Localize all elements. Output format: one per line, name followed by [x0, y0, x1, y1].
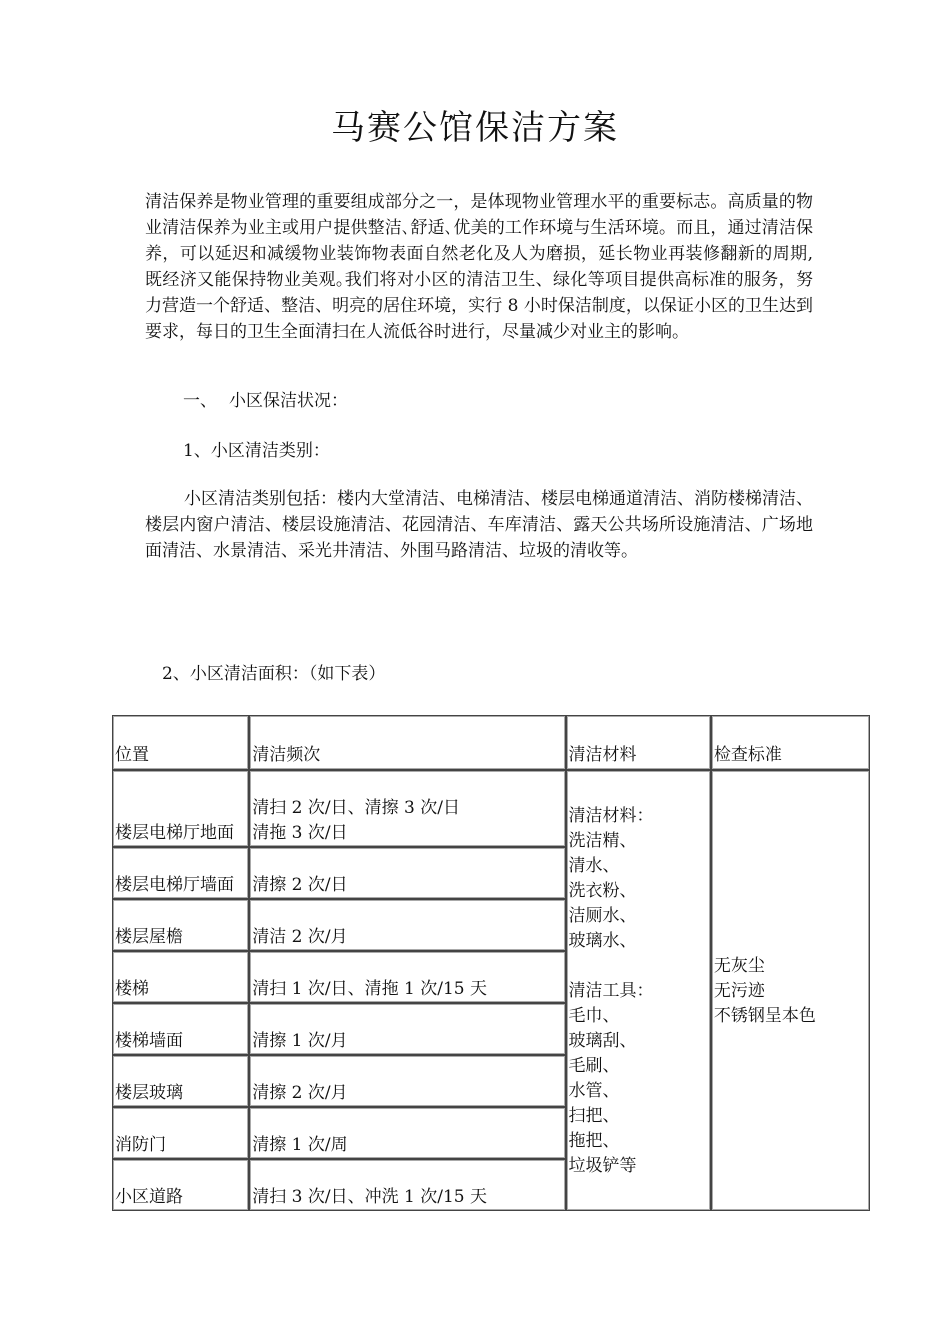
cell-location: 楼层电梯厅地面: [112, 770, 249, 847]
cell-standard: 无灰尘 无污迹 不锈钢呈本色: [711, 770, 870, 1211]
header-materials: 清洁材料: [566, 715, 711, 770]
cell-location: 楼层电梯厅墙面: [112, 847, 249, 899]
cleaning-table: [112, 715, 870, 1211]
table-row: [112, 770, 870, 847]
section-heading-1: [183, 388, 348, 414]
header-standard: 检查标准: [711, 715, 870, 770]
cell-frequency: 清擦 1 次/周: [249, 1107, 565, 1159]
page-title: 马赛公馆保洁方案: [331, 108, 619, 148]
cell-location: 楼层玻璃: [112, 1055, 249, 1107]
cell-location: 楼层屋檐: [112, 899, 249, 951]
cell-location: 小区道路: [112, 1159, 249, 1211]
table-header-row: [112, 715, 870, 770]
cell-frequency: 清擦 1 次/月: [249, 1003, 565, 1055]
cell-frequency: 清扫 1 次/日、清拖 1 次/15 天: [249, 951, 565, 1003]
cell-frequency: 清扫 2 次/日、清擦 3 次/日 清拖 3 次/日: [249, 770, 565, 847]
header-location: 位置: [112, 715, 249, 770]
header-frequency: 清洁频次: [249, 715, 565, 770]
section-title: 小区保洁状况：: [229, 391, 348, 411]
cell-frequency: 清擦 2 次/月: [249, 1055, 565, 1107]
cell-frequency: 清擦 2 次/日: [249, 847, 565, 899]
intro-paragraph: 清洁保养是物业管理的重要组成部分之一，是体现物业管理水平的重要标志。高质量的物业清洁保养为业主或用户提供整洁､舒适､优美的工作环境与生活环境。而且，通过清洁保养，可以延迟和减缓物业装饰物表面自然老化及人为磨损，延长物业再装修翻新的周期,既经济又能保持物业美观｡我们将对小区的清洁卫生、绿化等项目提供高标准的服务，努力营造一个舒适、整洁、明亮的居住环境，实行 8 小时保洁制度，以保证小区的卫生达到要求，每日的卫生全面清扫在人流低谷时进行，尽量减少对业主的影响。: [145, 192, 813, 342]
cell-location: 消防门: [112, 1107, 249, 1159]
section-number: 一、: [183, 391, 217, 411]
categories-paragraph: 小区清洁类别包括：楼内大堂清洁、电梯清洁、楼层电梯通道清洁、消防楼梯清洁、楼层内窗户清洁、楼层设施清洁、花园清洁、车库清洁、露天公共场所设施清洁、广场地面清洁、水景清洁、采光井清洁、外围马路清洁、垃圾的清收等。: [145, 489, 813, 561]
subheading-area: 2、小区清洁面积：（如下表）: [162, 664, 386, 684]
cell-frequency: 清洁 2 次/月: [249, 899, 565, 951]
subheading-categories: 1、小区清洁类别：: [183, 441, 330, 461]
cell-materials: 清洁材料： 洗洁精、 清水、 洗衣粉、 洁厕水、 玻璃水、 清洁工具： 毛巾、 玻璃刮、 毛刷、 水管、 扫把、 拖把、 垃圾铲等: [566, 770, 711, 1211]
cell-location: 楼梯墙面: [112, 1003, 249, 1055]
cell-location: 楼梯: [112, 951, 249, 1003]
cell-frequency: 清扫 3 次/日、冲洗 1 次/15 天: [249, 1159, 565, 1211]
